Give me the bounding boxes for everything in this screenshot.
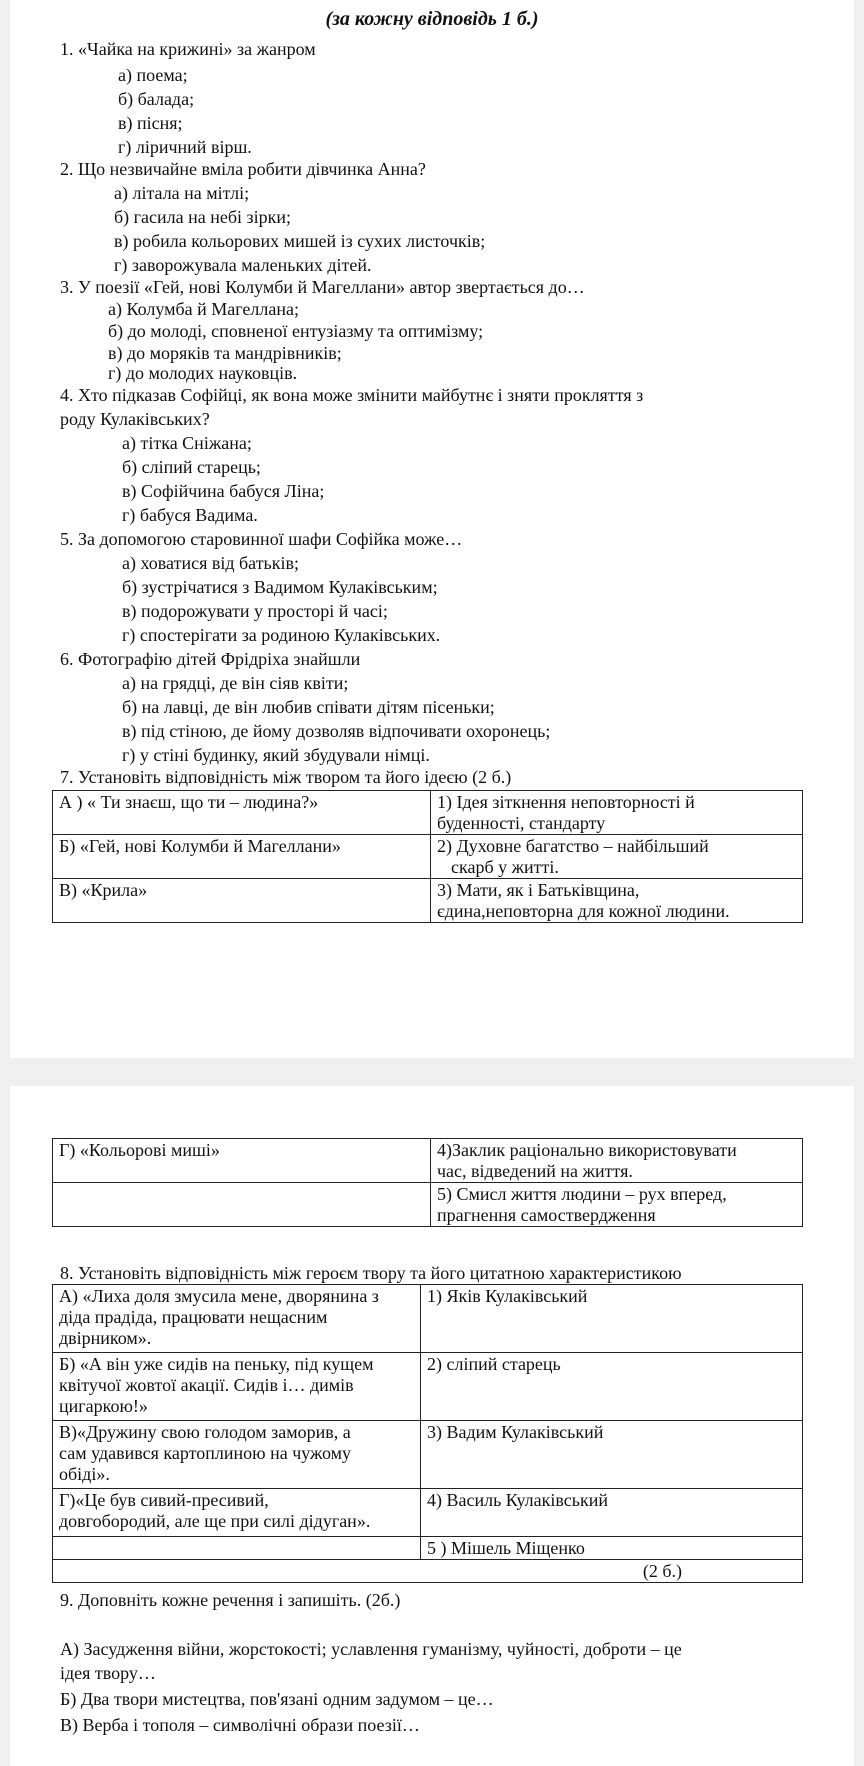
q7-idea-3-line1: 3) Мати, як і Батьківщина, [437,880,640,900]
q8-quote-d-line2: довгобородий, але ще при силі дідуган». [59,1511,371,1531]
q7-idea-1-line2: буденності, стандарту [437,813,606,833]
table-row [53,835,803,879]
q8-score: (2 б.) [53,1560,803,1583]
q4-option-c: в) Софійчина бабуся Ліна; [122,481,325,501]
q3-option-a: а) Колумба й Магеллана; [108,299,299,319]
q7-match-table [52,790,803,923]
q8-quote-c [53,1421,421,1489]
q6-option-a: а) на грядці, де він сіяв квіти; [122,673,349,693]
q4-option-b: б) сліпий старець; [122,457,261,477]
q8-quote-d [53,1489,421,1537]
table-row [53,1139,803,1183]
q8-hero-1: 1) Яків Кулаківський [421,1285,803,1353]
q9-sentence-c: В) Верба і тополя – символічні образи поезії… [60,1715,420,1735]
q6-option-c: в) під стіною, де йому дозволяв відпочивати охоронець; [122,721,551,741]
q7-idea-4 [431,1139,803,1183]
q7-idea-5-line2: прагнення самоствердження [437,1205,656,1225]
question-8: 8. Установіть відповідність між героєм твору та його цитатною характеристикою [60,1263,682,1283]
q7-work-empty [53,1183,431,1227]
q8-quote-b [53,1353,421,1421]
q2-option-c: в) робила кольорових мишей із сухих листочків; [114,231,486,251]
q7-idea-2-line2: скарб у житті. [451,857,559,877]
table-row [53,1537,803,1560]
q5-option-c: в) подорожувати у просторі й часі; [122,601,388,621]
q1-option-d: г) ліричний вірш. [118,137,252,157]
page-title: (за кожну відповідь 1 б.) [325,8,539,30]
q4-option-d: г) бабуся Вадима. [122,505,258,525]
q1-option-c: в) пісня; [118,113,183,133]
q8-quote-c-line1: В)«Дружину свою голодом заморив, а [59,1422,351,1442]
q2-option-a: а) літала на мітлі; [114,183,250,203]
table-row [53,1489,803,1537]
q7-idea-2 [431,835,803,879]
q7-idea-5-line1: 5) Смисл життя людини – рух вперед, [437,1184,727,1204]
table-row [53,879,803,923]
table-row [53,1183,803,1227]
q2-option-d: г) заворожувала маленьких дітей. [114,255,372,275]
q8-quote-a-line3: двірником». [59,1328,152,1348]
q9-sentence-b: Б) Два твори мистецтва, пов'язані одним задумом – це… [60,1689,494,1709]
table-row [53,1285,803,1353]
q9-sentence-a-cont: ідея твору… [60,1663,156,1683]
q7-work-a: А ) « Ти знаєш, що ти – людина?» [53,791,431,835]
q5-option-a: а) ховатися від батьків; [122,553,300,573]
cut-off-header-line [10,0,854,2]
question-4: 4. Хто підказав Софійці, як вона може змінити майбутнє і зняти прокляття з [60,385,644,405]
q7-work-b: Б) «Гей, нові Колумби й Магеллани» [53,835,431,879]
q8-hero-4: 4) Василь Кулаківський [421,1489,803,1537]
table-row [53,1560,803,1583]
q8-quote-a [53,1285,421,1353]
question-1: 1. «Чайка на крижині» за жанром [60,39,316,59]
q4-option-a: а) тітка Сніжана; [122,433,252,453]
q8-quote-a-line1: А) «Лиха доля змусила мене, дворянина з [59,1286,379,1306]
q8-quote-b-line1: Б) «А він уже сидів на пеньку, під кущем [59,1354,374,1374]
q8-match-table [52,1284,803,1583]
question-6: 6. Фотографію дітей Фрідріха знайшли [60,649,361,669]
q8-quote-b-line2: квітучої жовтої акації. Сидів і… димів [59,1375,354,1395]
q7-idea-3 [431,879,803,923]
q7-idea-4-line1: 4)Заклик раціонально використовувати [437,1140,737,1160]
q5-option-d: г) спостерігати за родиною Кулаківських. [122,625,441,645]
question-4-cont: роду Кулаківських? [60,409,210,429]
q7-work-d: Г) «Кольорові миші» [53,1139,431,1183]
q7-idea-5 [431,1183,803,1227]
q8-hero-3: 3) Вадим Кулаківський [421,1421,803,1489]
q7-match-table-continued [52,1138,803,1227]
q5-option-b: б) зустрічатися з Вадимом Кулаківським; [122,577,438,597]
question-2: 2. Що незвичайне вміла робити дівчинка Анна? [60,159,426,179]
q7-idea-3-line2: єдина,неповторна для кожної людини. [437,901,730,921]
q7-idea-4-line2: час, відведений на життя. [437,1161,633,1181]
question-7: 7. Установіть відповідність між твором та його ідеєю (2 б.) [60,767,512,787]
q9-sentence-a: А) Засудження війни, жорстокості; уславлення гуманізму, чуйності, доброти – це [60,1639,682,1659]
q3-option-b: б) до молоді, сповненої ентузіазму та оптимізму; [108,321,484,341]
q3-option-d: г) до молодих науковців. [108,363,298,383]
q6-option-b: б) на лавці, де він любив співати дітям пісеньки; [122,697,495,717]
q7-idea-1-line1: 1) Ідея зіткнення неповторності й [437,792,695,812]
q8-quote-c-line2: сам удавився картоплиною на чужому [59,1443,352,1463]
q2-option-b: б) гасила на небі зірки; [114,207,292,227]
page-1 [10,0,854,1058]
page-2 [10,1086,854,1766]
q1-option-a: а) поема; [118,65,188,85]
q8-quote-empty [53,1537,421,1560]
table-row [53,1421,803,1489]
q8-quote-b-line3: цигаркою!» [59,1396,148,1416]
q7-idea-2-line1: 2) Духовне багатство – найбільший [437,836,709,856]
q8-hero-2: 2) сліпий старець [421,1353,803,1421]
q8-quote-c-line3: обіді». [59,1464,110,1484]
q1-option-b: б) балада; [118,89,195,109]
question-9: 9. Доповніть кожне речення і запишіть. (2б.) [60,1590,401,1610]
table-row [53,1353,803,1421]
q6-option-d: г) у стіні будинку, який збудували німці. [122,745,430,765]
table-row [53,791,803,835]
q8-hero-5: 5 ) Мішель Міщенко [421,1537,803,1560]
q8-quote-d-line1: Г)«Це був сивий-пресивий, [59,1490,269,1510]
question-3: 3. У поезії «Гей, нові Колумби й Магеллани» автор звертається до… [60,277,585,297]
q7-idea-1 [431,791,803,835]
q3-option-c: в) до моряків та мандрівників; [108,343,342,363]
q8-quote-a-line2: діда прадіда, працювати нещасним [59,1307,328,1327]
q7-work-c: В) «Крила» [53,879,431,923]
question-5: 5. За допомогою старовинної шафи Софійка може… [60,529,463,549]
